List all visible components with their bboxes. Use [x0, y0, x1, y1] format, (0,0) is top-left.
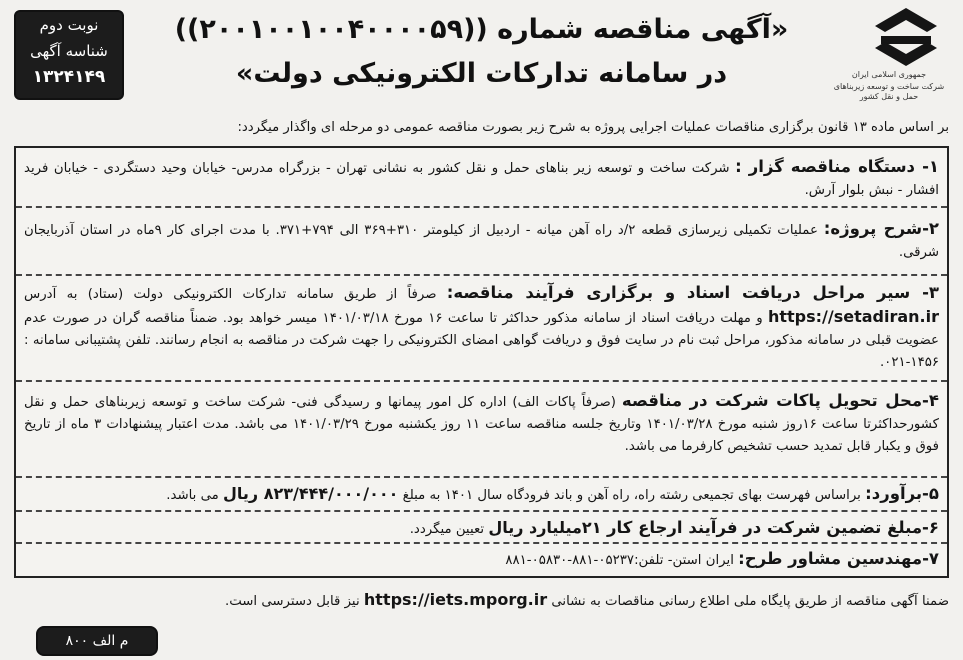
section-consultants [16, 544, 947, 574]
badge-label: شناسه آگهی [30, 42, 108, 60]
section-3-heading: ۳- سیر مراحل دریافت اسناد و برگزاری فرآیند مناقصه: [446, 283, 939, 302]
section-2-heading: ۲-شرح پروژه: [823, 219, 939, 238]
sections-frame [14, 146, 949, 578]
estimate-amount: ۸۲۳/۴۴۴/۰۰۰/۰۰۰ ریال [223, 484, 399, 503]
title-line-1: «آگهی مناقصه شماره ((۲۰۰۱۰۰۱۰۰۴۰۰۰۰۵۹)) [174, 14, 789, 45]
section-6-heading: ۶-مبلغ تضمین شرکت در فرآیند ارجاع کار [607, 518, 939, 537]
iets-link[interactable]: https://iets.mporg.ir [363, 590, 548, 609]
footer-text [16, 590, 949, 609]
organization-logo [829, 6, 949, 106]
section-estimate [16, 478, 947, 512]
section-1-text: شرکت ساخت و توسعه زیر بناهای حمل و نقل کشور به نشانی تهران - بزرگراه مدرس- خیابان وحید دستگردی - خیابان فرید افشار - نبش بلوار آرش. [24, 161, 939, 198]
footer-text-b: نیز قابل دسترسی است. [224, 594, 364, 609]
intro-text: بر اساس ماده ۱۳ قانون برگزاری مناقصات عملیات اجرایی پروژه به شرح زیر بصورت مناقصه عمومی دو مرحله ای واگذار میگردد: [237, 120, 949, 135]
section-5-text-a: براساس فهرست بهای تجمیعی رشته راه، راه آهن و باند فرودگاه سال ۱۴۰۱ به مبلغ [398, 488, 866, 503]
section-7-text: ایران استن- تلفن:۰۵۲۳۷-۸۸۱-۰۵۸۳۰-۸۸۱ [505, 553, 739, 568]
guarantee-amount: ۲۱میلیارد ریال [488, 518, 608, 537]
section-document-process [16, 276, 947, 382]
title-line-2: در سامانه تدارکات الکترونیکی دولت» [235, 58, 728, 89]
notice-id-badge [14, 10, 124, 100]
section-1-heading: ۱- دستگاه مناقصه گزار : [735, 157, 939, 176]
section-3-text-b: و مهلت دریافت اسناد از سامانه مذکور حداکثر تا ساعت ۱۶ مورخ ۱۴۰۱/۰۳/۱۸ میسر خواهد بود. ضمناً مناقصه گران در صورت عدم عضویت قبلی در سامانه مذکور، مراحل ثبت نام در سایت فوق و دریافت گواهی امضای الکترونیکی را جهت شرکت در مناقصه به انجام رسانند. تلفن پشتیبانی سامانه : ۱۴۵۶-۰۲۱. [24, 311, 939, 370]
setadiran-link[interactable]: https://setadiran.ir [767, 307, 940, 326]
logo-emblem-icon [871, 6, 941, 68]
section-5-heading: ۵-برآورد: [865, 484, 939, 503]
section-5-text-b: می باشد. [166, 488, 224, 503]
notice-title [150, 8, 813, 96]
logo-caption-1: جمهوری اسلامی ایران [851, 70, 927, 79]
publication-code-tag: م الف ۸۰۰ [36, 626, 158, 656]
section-3-text-a: صرفاً از طریق سامانه تدارکات الکترونیکی دولت (ستاد) به آدرس [24, 287, 447, 302]
section-delivery-location [16, 382, 947, 478]
badge-number: ۱۳۲۴۱۴۹ [32, 67, 106, 87]
badge-round: نوبت دوم [39, 16, 99, 34]
section-guarantee [16, 512, 947, 544]
section-7-heading: ۷-مهندسین مشاور طرح: [738, 549, 939, 568]
footer-text-a: ضمنا آگهی مناقصه از طریق پایگاه ملی اطلاع رسانی مناقصات به نشانی [547, 594, 949, 609]
section-tendering-body [16, 150, 947, 208]
section-project-description [16, 208, 947, 276]
section-6-text: تعیین میگردد. [409, 522, 489, 537]
section-4-text: (صرفاً پاکات الف) اداره کل امور پیمانها و رسیدگی فنی- شرکت ساخت و توسعه زیربناهای حمل و نقل کشورحداکثرتا ساعت ۱۶روز شنبه مورخ ۱۴۰۱/۰۳/۲۸ وتاریخ جلسه مناقصه ساعت ۱۱ روز یکشنبه مورخ ۱۴۰۱/۰۳/۲۹ می باشد. مدت اعتبار پیشنهادات ۳ ماه از تاریخ فوق و یکبار قابل تمدید حسب تشخیص کارفرما می باشد. [24, 395, 939, 454]
section-2-text: عملیات تکمیلی زیرسازی قطعه ۲/د راه آهن میانه - اردبیل از کیلومتر ۳۱۰+۳۶۹ الی ۷۹۴+۳۷۱. با مدت اجرای کار ۹ماه در استان آذربایجان شرقی. [24, 223, 939, 260]
section-4-heading: ۴-محل تحویل پاکات شرکت در مناقصه [621, 391, 939, 410]
logo-caption-2: شرکت ساخت و توسعه زیربناهای حمل و نقل کشور [833, 82, 945, 101]
